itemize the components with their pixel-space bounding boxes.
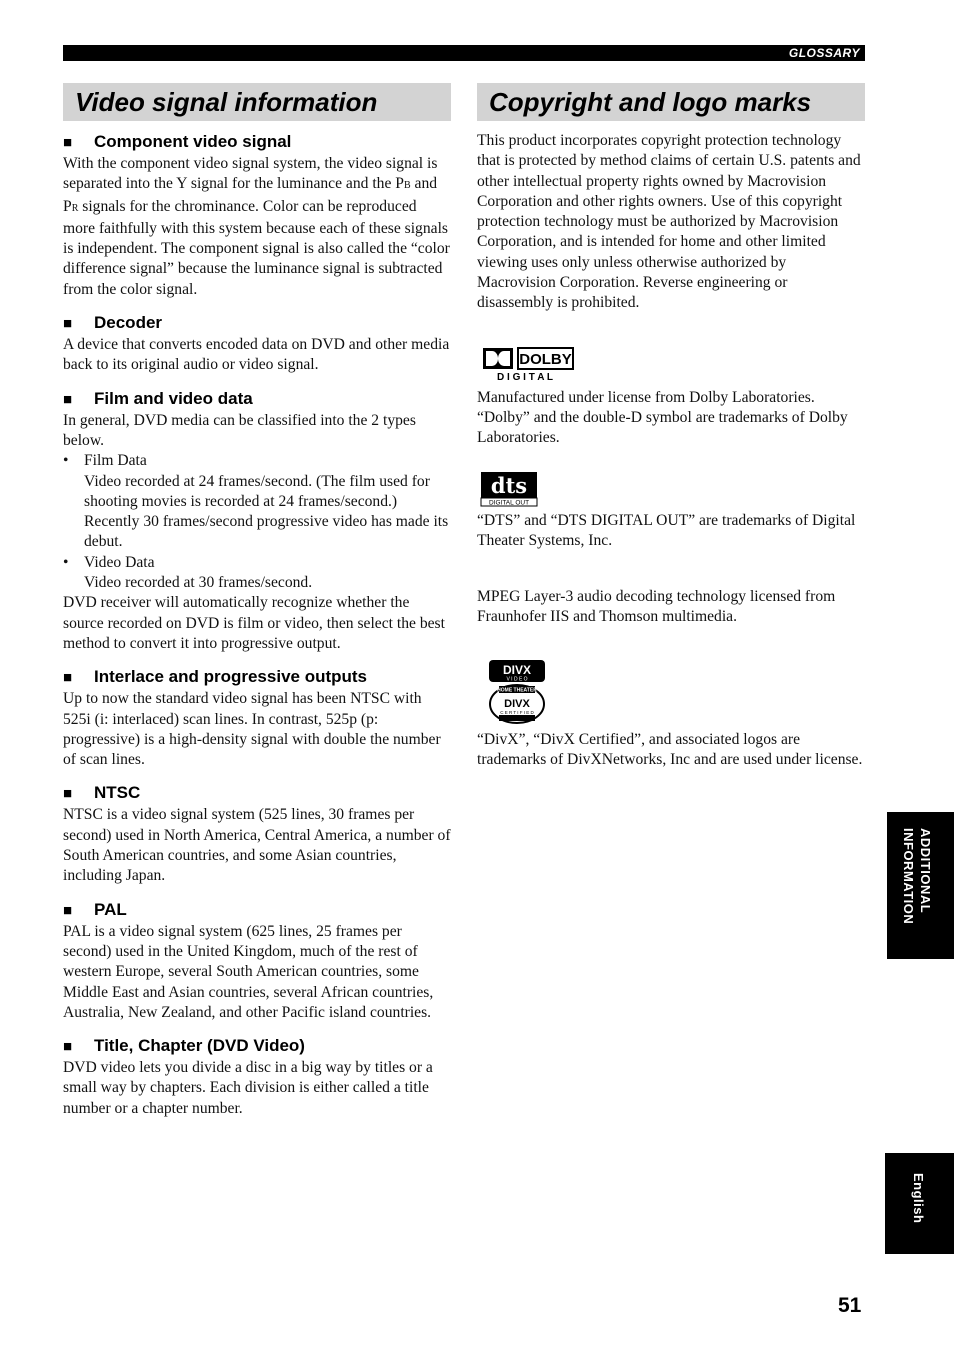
- side-tab-additional-label: ADDITIONAL INFORMATION: [901, 828, 933, 925]
- video-item-text: Video recorded at 30 frames/second.: [84, 574, 313, 592]
- mpeg-text: MPEG Layer-3 audio decoding technology licensed from Fraunhofer IIS and Thomson multimedia.: [477, 588, 836, 626]
- bullet-square-icon: ■: [63, 1038, 73, 1056]
- side-tab-additional-information: [887, 812, 954, 959]
- component-section: [63, 131, 451, 300]
- left-column: [63, 83, 451, 1119]
- divx-text: “DivX”, “DivX Certified”, and associated logos are trademarks of DivXNetworks, Inc and are used under license.: [477, 730, 863, 769]
- side-tab-english-label: English: [911, 1173, 926, 1224]
- section-title-video-signal: Video signal information: [63, 83, 451, 121]
- bullet-square-icon: ■: [63, 785, 73, 803]
- bullet-square-icon: ■: [63, 390, 73, 408]
- ntsc-section: [63, 782, 451, 886]
- film-item-text: Video recorded at 24 frames/second. (The film used for shooting movies is recorded at 24 frames/second.) Recently 30 frames/second progressive video has made its debut.: [84, 472, 449, 551]
- bullet-square-icon: ■: [63, 669, 73, 687]
- dts-digital-out-logo: [477, 471, 541, 507]
- dts-text: “DTS” and “DTS DIGITAL OUT” are trademarks of Digital Theater Systems, Inc.: [477, 511, 856, 549]
- component-heading: ■ Component video signal: [63, 131, 451, 154]
- header-bar: [63, 45, 865, 61]
- side-tab-english: [885, 1153, 954, 1254]
- ntsc-text: NTSC is a video signal system (525 lines, 30 frames per second) used in North America, Central America, a number of South American countries, and some Asian countries, including Japan.: [63, 806, 451, 885]
- decoder-text: A device that converts encoded data on DVD and other media back to its original audio or video signal.: [63, 336, 450, 374]
- dolby-text: Manufactured under license from Dolby Laboratories. “Dolby” and the double-D symbol are trademarks of Dolby Laboratories.: [477, 388, 848, 447]
- film-intro: In general, DVD media can be classified into the 2 types below.: [63, 411, 416, 449]
- list-item: [63, 553, 451, 594]
- dolby-logo-word: DOLBY: [519, 350, 572, 368]
- dts-logo-sub: DIGITAL OUT: [488, 499, 530, 507]
- right-column: [477, 83, 865, 770]
- bullet-square-icon: ■: [63, 315, 73, 333]
- list-item: [63, 451, 451, 552]
- title-chapter-heading: ■ Title, Chapter (DVD Video): [63, 1035, 451, 1058]
- divx-cert-top: HOME THEATER: [497, 687, 537, 694]
- dolby-logo-sub: D I G I T A L: [497, 371, 553, 382]
- pal-heading: ■ PAL: [63, 899, 451, 922]
- divx-certified-logo: [477, 684, 557, 724]
- decoder-section: [63, 312, 451, 376]
- divx-cert-word: DIVX: [504, 697, 530, 710]
- film-outro: DVD receiver will automatically recognize whether the source recorded on DVD is film or video, then select the best method to convert it into progressive output.: [63, 594, 445, 652]
- title-chapter-section: [63, 1035, 451, 1119]
- page-number: 51: [838, 1294, 862, 1317]
- bullet-dot-icon: •: [63, 553, 69, 571]
- film-item-title: Film Data: [84, 452, 147, 470]
- video-item-title: Video Data: [84, 553, 155, 571]
- dolby-digital-logo: [477, 346, 577, 382]
- film-section: [63, 388, 451, 655]
- bullet-square-icon: ■: [63, 901, 73, 919]
- ntsc-heading: ■ NTSC: [63, 782, 451, 805]
- film-heading: ■ Film and video data: [63, 388, 451, 411]
- dts-logo-word: dts: [490, 472, 528, 498]
- divx-logo-word: DIVX: [502, 662, 532, 677]
- divx-logo-sub: V I D E O: [506, 676, 528, 683]
- interlace-section: [63, 666, 451, 770]
- title-chapter-text: DVD video lets you divide a disc in a big way by titles or a small way by chapters. Each division is either called a title number or a chapter number.: [63, 1059, 433, 1117]
- component-text: With the component video signal system, the video signal is separated into the Y signal for the luminance and the PB and PR signals for the chrominance. Color can be reproduced more faithfully with this system because each of these signals is independent. The component signal is also called the “color difference signal” because the luminance signal is subtracted from the color signal.: [63, 155, 450, 298]
- pal-section: [63, 899, 451, 1023]
- section-title-copyright: Copyright and logo marks: [477, 83, 865, 121]
- divx-video-logo: [477, 658, 557, 684]
- interlace-heading: ■ Interlace and progressive outputs: [63, 666, 451, 689]
- header-label: GLOSSARY: [788, 46, 860, 60]
- divx-cert-sub: C E R T I F I E D: [500, 709, 534, 715]
- pal-text: PAL is a video signal system (625 lines, 25 frames per second) used in the United Kingdom, much of the rest of western Europe, several South American countries, some Middle East and Asian countries, several African countries, Australia, New Zealand, and other Pacific island countries.: [63, 922, 434, 1021]
- bullet-dot-icon: •: [63, 452, 69, 470]
- decoder-heading: ■ Decoder: [63, 312, 451, 335]
- interlace-text: Up to now the standard video signal has been NTSC with 525i (i: interlaced) scan lines. In contrast, 525p (p: progressive) is a high-density signal with double the number of scan lines.: [63, 690, 441, 769]
- bullet-square-icon: ■: [63, 134, 73, 151]
- copyright-intro: This product incorporates copyright protection technology that is protected by method claims of certain U.S. patents and other intellectual property rights owned by Macrovision Corporation and other rights owners. Use of this copyright protection technology must be authorized by Macrovision Corporation, and is intended for home and other limited viewing uses only unless otherwise authorized by Macrovision Corporation. Reverse engineering or disassembly is prohibited.: [477, 132, 861, 312]
